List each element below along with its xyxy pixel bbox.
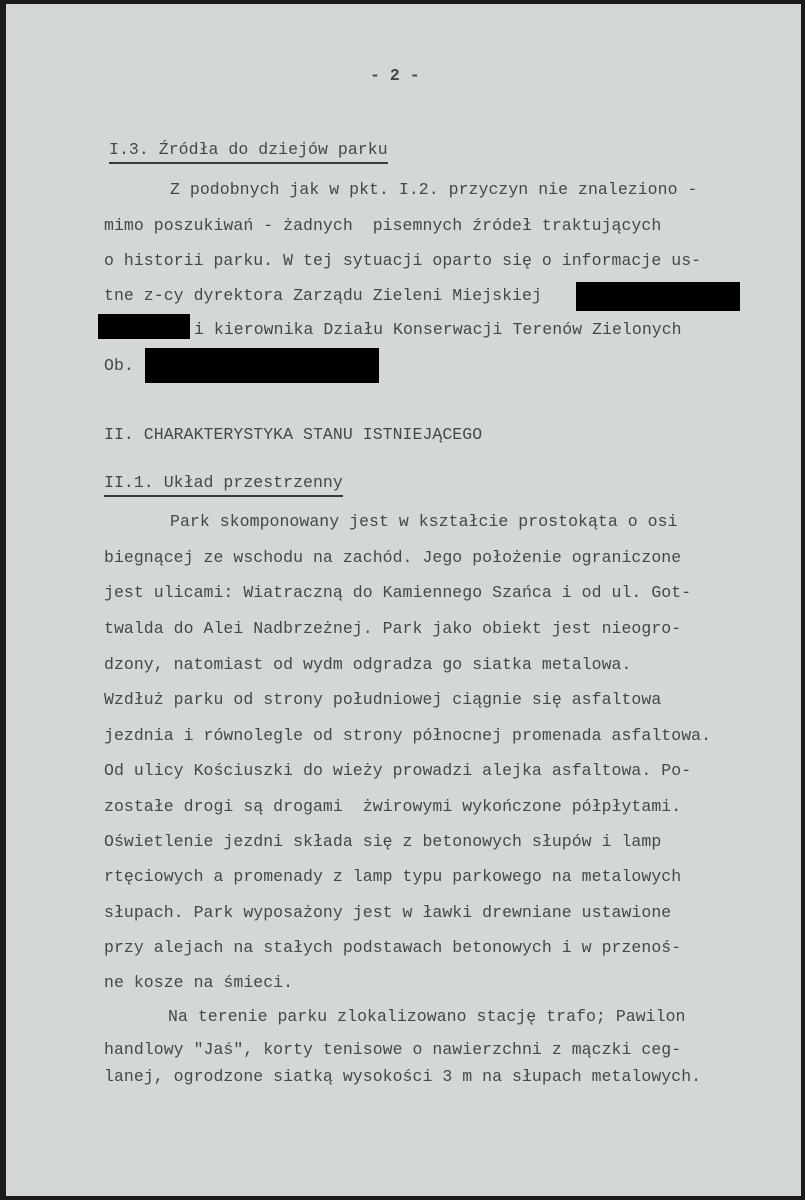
text-line: handlowy "Jaś", korty tenisowe o nawierzchni z mączki ceg- <box>104 1040 682 1059</box>
text-line: Na terenie parku zlokalizowano stację trafo; Pawilon <box>168 1007 686 1026</box>
document-page <box>6 4 801 1196</box>
text-line: o historii parku. W tej sytuacji oparto się o informacje us- <box>104 251 702 270</box>
text-line: ne kosze na śmieci. <box>104 973 294 992</box>
text-line: i kierownika Działu Konserwacji Terenów Zielonych <box>194 320 682 339</box>
text-line: jest ulicami: Wiatraczną do Kamiennego Szańca i od ul. Got- <box>104 583 692 602</box>
section-heading-1-3: I.3. Źródła do dziejów parku <box>109 140 388 164</box>
text-line: jezdnia i równolegle od strony północnej promenada asfaltowa. <box>104 726 712 745</box>
text-line: tne z-cy dyrektora Zarządu Zieleni Miejskiej <box>104 286 542 305</box>
text-line: Park skomponowany jest w kształcie prostokąta o osi <box>170 512 678 531</box>
section-heading-2: II. CHARAKTERYSTYKA STANU ISTNIEJĄCEGO <box>104 425 483 444</box>
text-line: Od ulicy Kościuszki do wieży prowadzi alejka asfaltowa. Po- <box>104 761 692 780</box>
text-line: lanej, ogrodzone siatką wysokości 3 m na słupach metalowych. <box>104 1067 702 1086</box>
text-line: Wzdłuż parku od strony południowej ciągnie się asfaltowa <box>104 690 662 709</box>
text-line: Z podobnych jak w pkt. I.2. przyczyn nie znaleziono - <box>170 180 698 199</box>
text-line: Oświetlenie jezdni składa się z betonowych słupów i lamp <box>104 832 662 851</box>
page-number: - 2 - <box>370 66 420 85</box>
text-line: rtęciowych a promenady z lamp typu parkowego na metalowych <box>104 867 682 886</box>
section-heading-2-1: II.1. Układ przestrzenny <box>104 473 343 497</box>
text-line: zostałe drogi są drogami żwirowymi wykończone półpłytami. <box>104 797 682 816</box>
text-line: słupach. Park wyposażony jest w ławki drewniane ustawione <box>104 903 672 922</box>
text-line: dzony, natomiast od wydm odgradza go siatka metalowa. <box>104 655 632 674</box>
redaction-box <box>98 314 190 339</box>
text-line: mimo poszukiwań - żadnych pisemnych źródeł traktujących <box>104 216 662 235</box>
text-line: biegnącej ze wschodu na zachód. Jego położenie ograniczone <box>104 548 682 567</box>
text-line: przy alejach na stałych podstawach betonowych i w przenoś- <box>104 938 682 957</box>
text-line: Ob. <box>104 356 134 375</box>
redaction-box <box>576 282 740 311</box>
redaction-box <box>145 348 379 383</box>
text-line: twalda do Alei Nadbrzeżnej. Park jako obiekt jest nieogro- <box>104 619 682 638</box>
